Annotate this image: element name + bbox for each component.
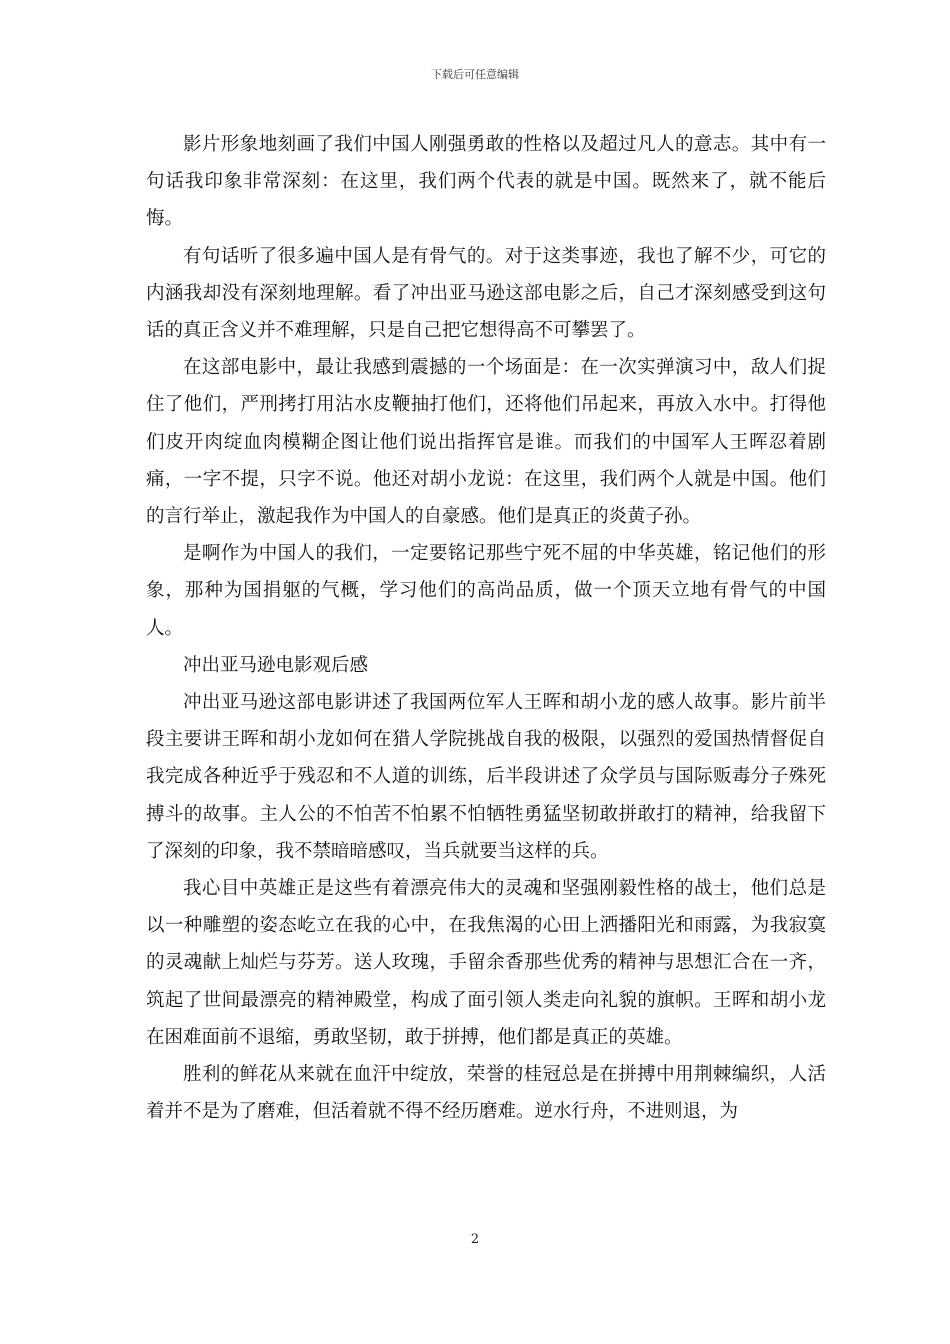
paragraph-6: 我心目中英雄正是这些有着漂亮伟大的灵魂和坚强刚毅性格的战士，他们总是以一种雕塑的姿态屹立在我的心中，在我焦渴的心田上洒播阳光和雨露，为我寂寞的灵魂献上灿烂与芬芳。送人玫瑰，手留余香那些优秀的精神与思想汇合在一齐，筑起了世间最漂亮的精神殿堂，构成了面引领人类走向礼貌的旗帜。王晖和胡小龙在困难面前不退缩，勇敢坚韧，敢于拼搏，他们都是真正的英雄。 — [146, 878, 826, 1048]
paragraph-4: 是啊作为中国人的我们，一定要铭记那些宁死不屈的中华英雄，铭记他们的形象，那种为国捐躯的气概，学习他们的高尚品质，做一个顶天立地有骨气的中国人。 — [146, 543, 826, 639]
paragraph-5: 冲出亚马逊这部电影讲述了我国两位军人王晖和胡小龙的感人故事。影片前半段主要讲王晖和胡小龙如何在猎人学院挑战自我的极限，以强烈的爱国热情督促自我完成各种近乎于残忍和不人道的训练，后半段讲述了众学员与国际贩毒分子殊死搏斗的故事。主人公的不怕苦不怕累不怕牺牲勇猛坚韧敢拼敢打的精神，给我留下了深刻的印象，我不禁暗暗感叹，当兵就要当这样的兵。 — [146, 692, 826, 862]
paragraph-1: 影片形象地刻画了我们中国人刚强勇敢的性格以及超过凡人的意志。其中有一句话我印象非常深刻：在这里，我们两个代表的就是中国。既然来了，就不能后悔。 — [146, 134, 826, 230]
document-body — [146, 126, 826, 1130]
section-title: 冲出亚马逊电影观后感 — [183, 654, 369, 676]
paragraph-7: 胜利的鲜花从来就在血汗中绽放，荣誉的桂冠总是在拼搏中用荆棘编织，人活着并不是为了磨难，但活着就不得不经历磨难。逆水行舟，不进则退，为 — [146, 1064, 826, 1123]
paragraph-3: 在这部电影中，最让我感到震撼的一个场面是：在一次实弹演习中，敌人们捉住了他们，严刑拷打用沾水皮鞭抽打他们，还将他们吊起来，再放入水中。打得他们皮开肉绽血肉模糊企图让他们说出指挥官是谁。而我们的中国军人王晖忍着剧痛，一字不提，只字不说。他还对胡小龙说：在这里，我们两个人就是中国。他们的言行举止，激起我作为中国人的自豪感。他们是真正的炎黄子孙。 — [146, 357, 826, 528]
paragraph-2: 有句话听了很多遍中国人是有骨气的。对于这类事迹，我也了解不少，可它的内涵我却没有深刻地理解。看了冲出亚马逊这部电影之后，自己才深刻感受到这句话的真正含义并不难理解，只是自己把它想得高不可攀罢了。 — [146, 245, 826, 342]
page-header: 下载后可任意编辑 — [431, 68, 519, 81]
page-number: 2 — [470, 1232, 480, 1247]
